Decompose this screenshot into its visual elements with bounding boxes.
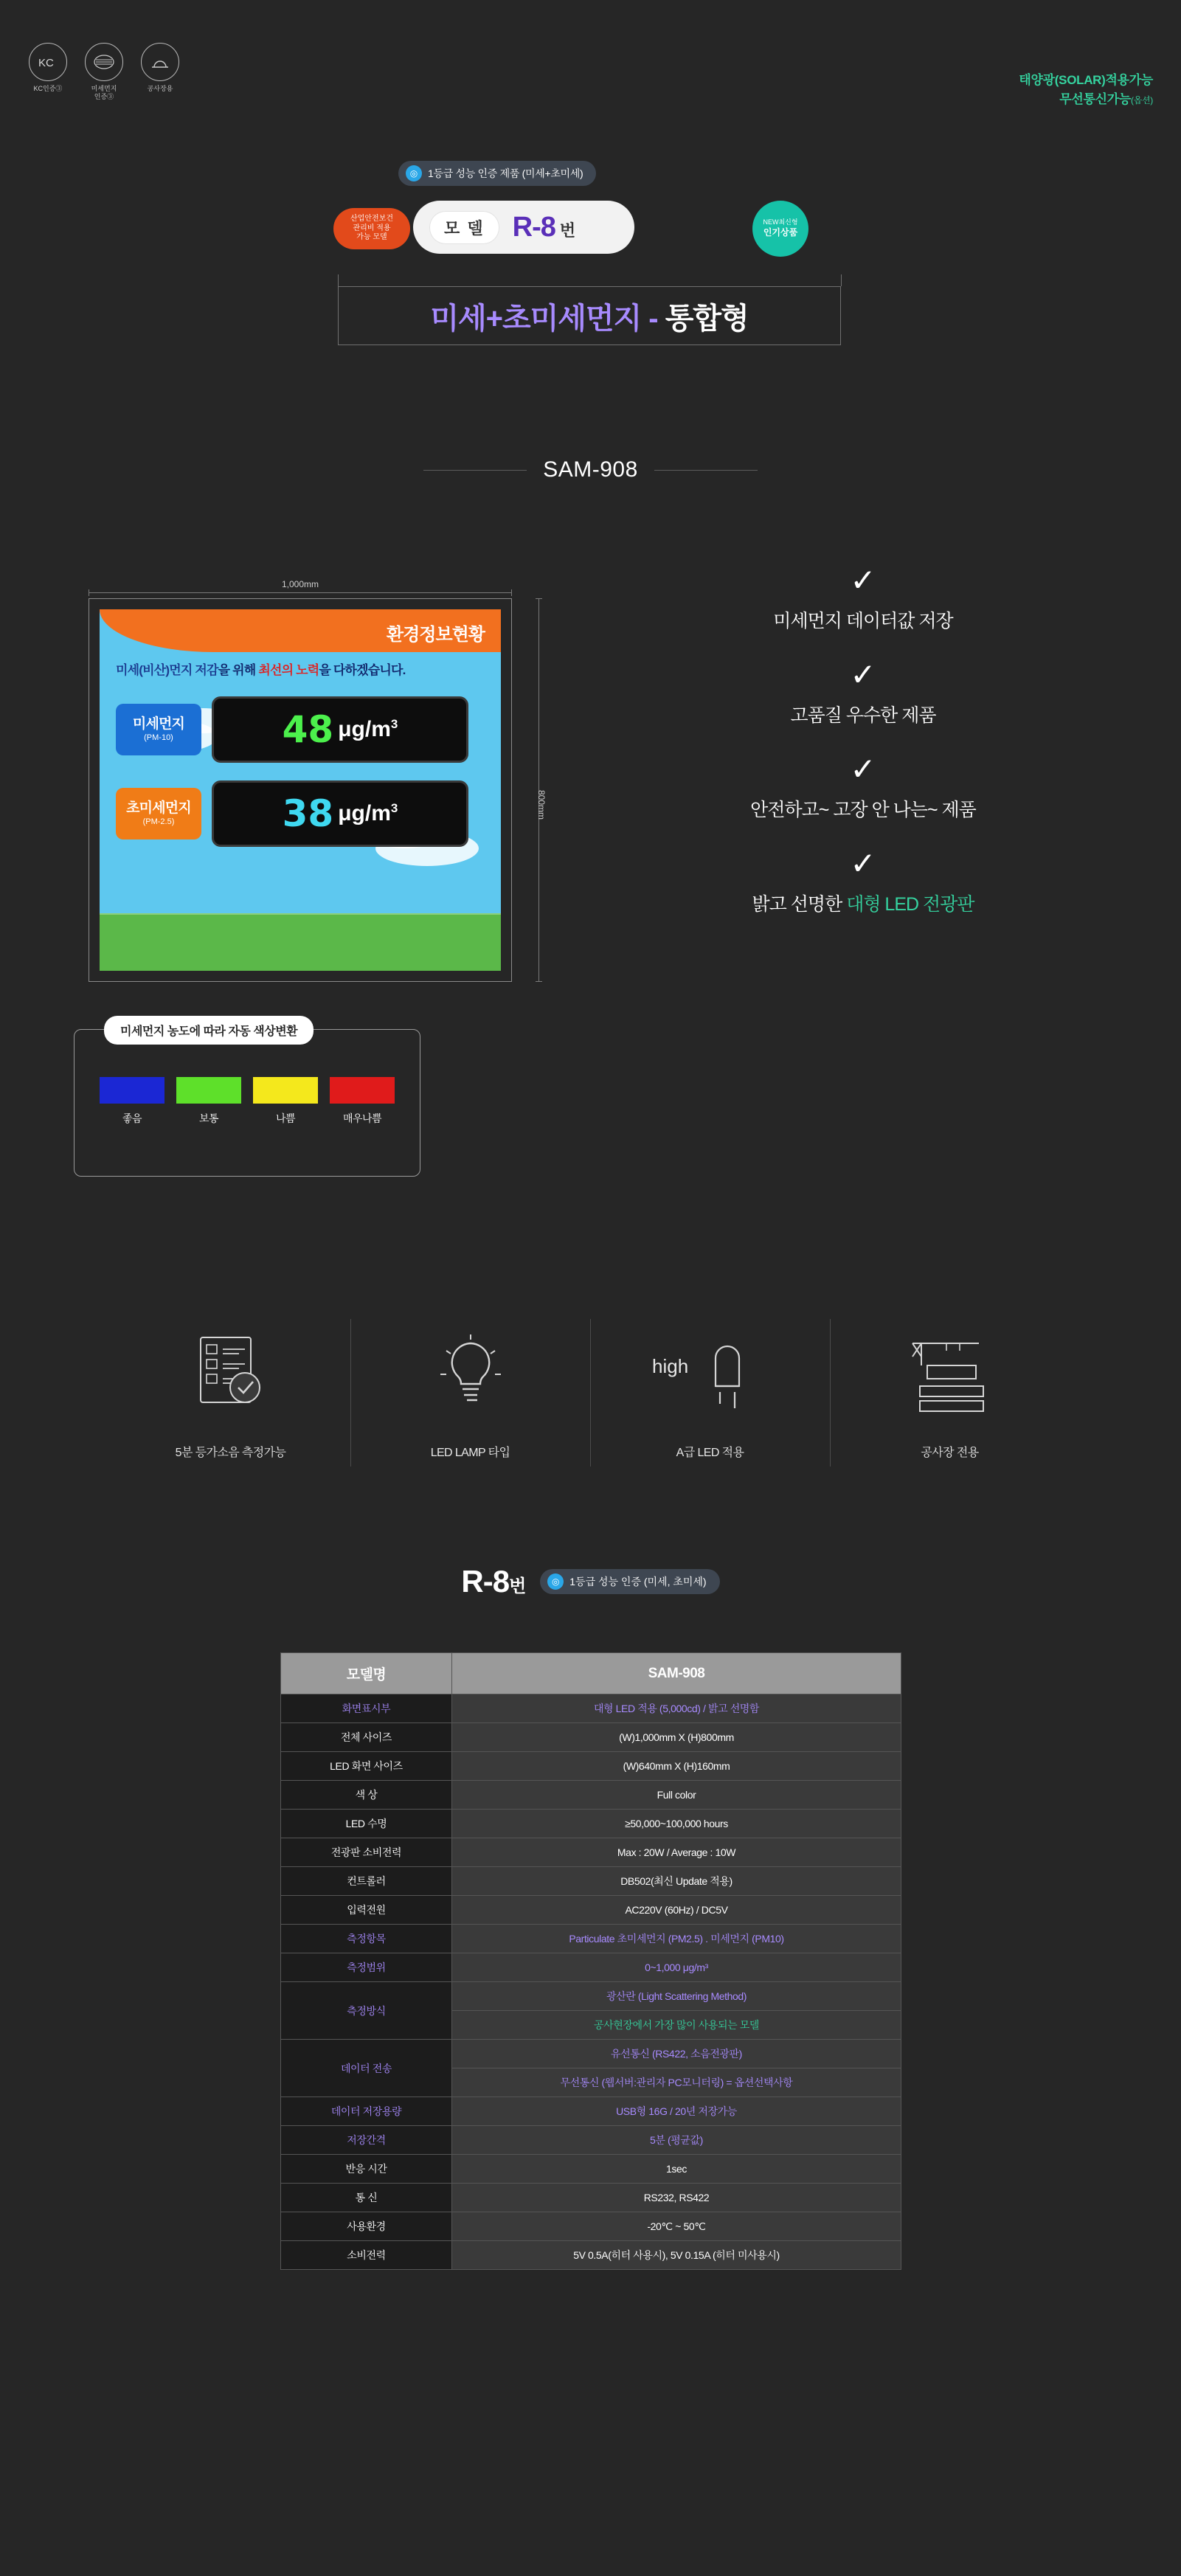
- certification-badges: [25, 43, 183, 101]
- new-badge-bottom: 인기상품: [763, 227, 798, 238]
- grade-badge-icon: ◎: [406, 165, 422, 181]
- check-icon: ✓: [850, 657, 876, 693]
- cert-label: 미세먼지 인증③: [91, 85, 117, 100]
- spec-value: USB형 16G / 20년 저장가능: [452, 2097, 901, 2126]
- legend-label: 좋음: [122, 1112, 142, 1124]
- led-high-icon: [648, 1313, 773, 1438]
- spec-key: 입력전원: [281, 1896, 452, 1925]
- spec-value: 대형 LED 적용 (5,000cd) / 밝고 선명함: [452, 1694, 901, 1723]
- screen-grass-graphic: [100, 913, 501, 971]
- spec-value: 5V 0.5A(히터 사용시), 5V 0.15A (히터 미사용시): [452, 2241, 901, 2270]
- screen-subtitle: 미세(비산)먼지 저감을 위해 최선의 노력을 다하겠습니다.: [116, 663, 406, 677]
- title-tick-right: [841, 274, 842, 286]
- spec-value: 5분 (평균값): [452, 2126, 901, 2155]
- kc-mark-icon: [29, 43, 67, 81]
- header-model-name: 모델명: [281, 1653, 452, 1694]
- check-text: 미세먼지 데이터값 저장: [773, 611, 953, 631]
- table-row: [281, 1810, 901, 1838]
- legend-swatch-bad: [253, 1077, 318, 1104]
- reading-value-pm10: 48: [282, 708, 334, 751]
- grade-pill-text: 1등급 성능 인증 제품 (미세+초미세): [428, 167, 583, 179]
- spec-key: LED 수명: [281, 1810, 452, 1838]
- legend-swatch-normal: [176, 1077, 241, 1104]
- reading-pm25: [116, 780, 468, 847]
- svg-text:high: high: [651, 1355, 688, 1377]
- title-tick-left: [338, 274, 339, 286]
- reading-unit-pm25: $\mu g/m^3$: [338, 801, 398, 825]
- spec-value: -20℃ ~ 50℃: [452, 2212, 901, 2241]
- solar-wireless-note: [1019, 71, 1153, 110]
- spec-value: ≥50,000~100,000 hours: [452, 1810, 901, 1838]
- height-dimension: [531, 598, 561, 982]
- reading-label-pm10: 미세먼지 (PM-10): [116, 704, 201, 755]
- table-row: [281, 1982, 901, 2011]
- site-cert-icon: [141, 43, 179, 81]
- spec-key: 사용환경: [281, 2212, 452, 2241]
- spec-section-header: [0, 1564, 1181, 1599]
- cert-label: KC인증③: [33, 85, 63, 92]
- feature-led-lamp: [350, 1313, 590, 1460]
- table-row: [281, 1752, 901, 1781]
- model-name-row: [0, 457, 1181, 482]
- cert-badge: [81, 43, 127, 101]
- spec-value: 광산란 (Light Scattering Method): [452, 1982, 901, 2011]
- spec-key: 데이터 전송: [281, 2040, 452, 2097]
- spec-key: 반응 시간: [281, 2155, 452, 2184]
- checklist-icon: [190, 1313, 271, 1438]
- legend-items: [75, 1077, 420, 1126]
- reading-unit-pm10: $\mu g/m^3$: [338, 717, 398, 741]
- dust-cert-icon: [85, 43, 123, 81]
- width-dimension-label: 1,000mm: [276, 579, 325, 589]
- spec-key: 소비전력: [281, 2241, 452, 2270]
- legend-item: [253, 1077, 318, 1126]
- spec-value: 무선통신 (웹서버:관리자 PC모니터링) = 옵션선택사항: [452, 2068, 901, 2097]
- table-row: [281, 1838, 901, 1867]
- feature-caption: 5분 등가소음 측정가능: [175, 1447, 286, 1459]
- feature-checklist: [590, 561, 1136, 943]
- legend-title: 미세먼지 농도에 따라 자동 색상변환: [104, 1016, 314, 1045]
- check-text: 고품질 우수한 제품: [790, 705, 936, 726]
- solar-line-1: 태양광(SOLAR)적용가능: [1019, 73, 1153, 87]
- model-label: 모 델: [429, 211, 499, 244]
- table-row: [281, 1953, 901, 1982]
- table-row: [281, 1723, 901, 1752]
- spec-key: 화면표시부: [281, 1694, 452, 1723]
- table-row: [281, 2155, 901, 2184]
- spec-model-name: R-8번: [461, 1564, 526, 1599]
- reading-value-pm25: 38: [282, 792, 334, 835]
- table-row: [281, 1867, 901, 1896]
- color-legend: [74, 1025, 420, 1177]
- display-frame: [89, 598, 512, 982]
- height-dimension-label: 800mm: [536, 790, 547, 820]
- legend-label: 매우나쁨: [342, 1112, 382, 1124]
- spec-key: 측정범위: [281, 1953, 452, 1982]
- spec-value: Particulate 초미세먼지 (PM2.5) . 미세먼지 (PM10): [452, 1925, 901, 1953]
- feature-caption: LED LAMP 타입: [430, 1447, 510, 1459]
- header-model-value: SAM-908: [452, 1653, 901, 1694]
- cert-badge: [25, 43, 71, 101]
- new-badge-top: NEW최신형: [763, 218, 798, 226]
- table-row: [281, 1925, 901, 1953]
- legend-swatch-very-bad: [330, 1077, 395, 1104]
- table-row: [281, 2184, 901, 2212]
- table-header-row: [281, 1653, 901, 1694]
- reading-pm10: [116, 696, 468, 763]
- spec-grade-pill: [540, 1569, 719, 1594]
- page-title: [338, 286, 841, 345]
- spec-value: 유선통신 (RS422, 소음전광판): [452, 2040, 901, 2068]
- spec-key: 전광판 소비전력: [281, 1838, 452, 1867]
- spec-value: RS232, RS422: [452, 2184, 901, 2212]
- spec-key: 측정방식: [281, 1982, 452, 2040]
- spec-key: LED 화면 사이즈: [281, 1752, 452, 1781]
- table-row: [281, 1896, 901, 1925]
- reading-panel-pm25: [212, 780, 468, 847]
- legend-label: 나쁨: [275, 1112, 296, 1124]
- svg-text:KC: KC: [38, 57, 54, 69]
- table-row: [281, 1781, 901, 1810]
- model-value: R-8 번: [512, 211, 575, 243]
- model-bar: [413, 201, 634, 254]
- cert-badge: [137, 43, 183, 101]
- table-row: [281, 2040, 901, 2068]
- spec-key: 통 신: [281, 2184, 452, 2212]
- feature-icon-row: [111, 1313, 1070, 1460]
- grade-certification-pill: [398, 161, 596, 186]
- led-screen: [100, 609, 501, 971]
- solar-line-2: 무선통신가능(옵션): [1059, 92, 1153, 107]
- legend-label: 보통: [198, 1112, 219, 1124]
- legend-item: [330, 1077, 395, 1126]
- reading-panel-pm10: [212, 696, 468, 763]
- check-text: 밝고 선명한 대형 LED 전광판: [752, 894, 974, 915]
- spec-key: 데이터 저장용량: [281, 2097, 452, 2126]
- table-row: [281, 1694, 901, 1723]
- divider-right: [654, 470, 758, 471]
- grade-badge-icon: ◎: [547, 1573, 564, 1590]
- spec-value: Full color: [452, 1781, 901, 1810]
- title-purple: 미세+초미세먼지 -: [430, 302, 665, 335]
- spec-key: 전체 사이즈: [281, 1723, 452, 1752]
- product-image-block: [68, 579, 547, 982]
- lightbulb-icon: [430, 1313, 511, 1438]
- cert-label: 공사장용: [147, 85, 173, 92]
- spec-pill-text: 1등급 성능 인증 (미세, 초미세): [569, 1576, 707, 1588]
- spec-key: 컨트롤러: [281, 1867, 452, 1896]
- legend-swatch-good: [100, 1077, 164, 1104]
- model-name: SAM-908: [543, 457, 638, 482]
- spec-key: 색 상: [281, 1781, 452, 1810]
- spec-value: (W)640mm X (H)160mm: [452, 1752, 901, 1781]
- specifications-table: [280, 1652, 901, 2270]
- spec-value: 0~1,000 μg/m³: [452, 1953, 901, 1982]
- spec-value: DB502(최신 Update 적용): [452, 1867, 901, 1896]
- spec-value: 1sec: [452, 2155, 901, 2184]
- spec-key: 저장간격: [281, 2126, 452, 2155]
- spec-value: AC220V (60Hz) / DC5V: [452, 1896, 901, 1925]
- feature-caption: 공사장 전용: [921, 1447, 979, 1459]
- screen-header-title: 환경정보현황: [386, 625, 485, 645]
- spec-value: Max : 20W / Average : 10W: [452, 1838, 901, 1867]
- spec-key: 측정항목: [281, 1925, 452, 1953]
- check-icon: ✓: [850, 845, 876, 882]
- spec-value: 공사현장에서 가장 많이 사용되는 모델: [452, 2011, 901, 2040]
- table-row: [281, 2241, 901, 2270]
- check-icon: ✓: [850, 562, 876, 598]
- feature-construction-site: [830, 1313, 1070, 1460]
- feature-noise-measurement: [111, 1313, 350, 1460]
- industrial-safety-badge: 산업안전보건 관리비 적용 가능 모델: [333, 208, 410, 249]
- crane-icon: [902, 1313, 998, 1438]
- reading-label-pm25: 초미세먼지 (PM-2.5): [116, 788, 201, 839]
- new-product-badge: [752, 201, 808, 257]
- title-white: 통합형: [665, 302, 749, 335]
- divider-left: [423, 470, 527, 471]
- feature-caption: A급 LED 적용: [676, 1447, 744, 1459]
- feature-led-grade: [590, 1313, 830, 1460]
- width-dimension: [89, 579, 512, 598]
- check-icon: ✓: [850, 751, 876, 787]
- spec-value: (W)1,000mm X (H)800mm: [452, 1723, 901, 1752]
- legend-item: [176, 1077, 241, 1126]
- legend-item: [100, 1077, 164, 1126]
- table-row: [281, 2126, 901, 2155]
- table-row: [281, 2212, 901, 2241]
- check-text: 안전하고~ 고장 안 나는~ 제품: [750, 800, 976, 820]
- table-row: [281, 2097, 901, 2126]
